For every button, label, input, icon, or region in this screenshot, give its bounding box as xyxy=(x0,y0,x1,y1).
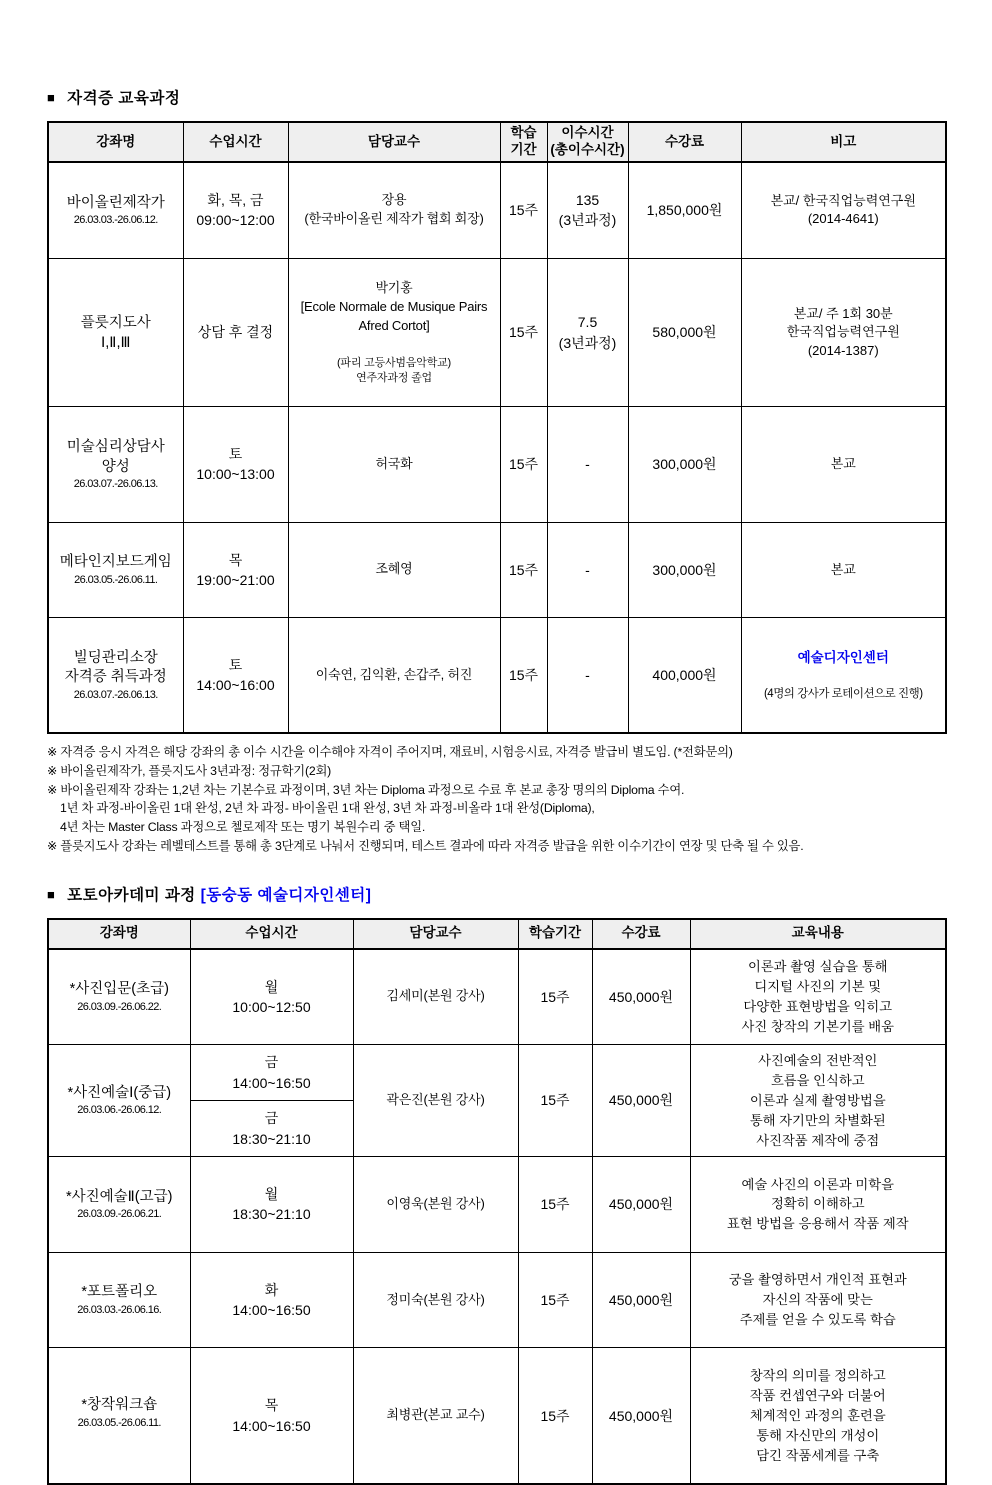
course-name: *사진예술Ⅱ(고급) xyxy=(66,1188,172,1208)
cell-duration: 15주 xyxy=(500,407,547,522)
professor-main: 박기홍 [Ecole Normale de Musique Pairs Afred Cortot] xyxy=(292,279,497,336)
cell-note: 본교/ 주 1회 30분 한국직업능력연구원 (2014-1387) xyxy=(741,258,946,407)
table-row xyxy=(48,949,946,1045)
cell-professor: 김세미(본원 강사) xyxy=(353,949,518,1045)
header-content: 교육내용 xyxy=(690,919,946,949)
cell-fee: 300,000원 xyxy=(628,522,741,618)
course-date: 26.03.06.-26.06.12. xyxy=(77,1103,161,1119)
cell-professor: 허국화 xyxy=(288,407,500,522)
photo-academy-table xyxy=(47,918,947,1485)
cell-duration: 15주 xyxy=(518,1348,592,1484)
course-date: 26.03.05.-26.06.11. xyxy=(78,1416,161,1432)
header-duration: 학습기간 xyxy=(518,919,592,949)
cell-fee: 450,000원 xyxy=(592,1045,690,1157)
section-photo-title-location: [동숭동 예술디자인센터] xyxy=(201,887,372,904)
footnote-line: ※ 자격증 응시 자격은 해당 강좌의 총 이수 시간을 이수해야 자격이 주어지며, 재료비, 시험응시료, 자격증 발급비 별도임. (*전화문의) xyxy=(47,743,945,762)
note-center-name: 예술디자인센터 xyxy=(745,649,943,668)
cell-time-slot-1: 금 14:00~16:50 xyxy=(190,1045,353,1101)
cell-note: 본교 xyxy=(741,407,946,522)
header-note: 비고 xyxy=(741,122,946,162)
cell-course xyxy=(48,1157,190,1253)
cell-fee: 450,000원 xyxy=(592,1348,690,1484)
photo-table-header-row xyxy=(48,919,946,949)
table-row xyxy=(48,618,946,734)
header-duration: 학습 기간 xyxy=(500,122,547,162)
cell-time: 월 18:30~21:10 xyxy=(190,1157,353,1253)
cell-course xyxy=(48,1252,190,1348)
table-row xyxy=(48,1157,946,1253)
header-professor: 담당교수 xyxy=(353,919,518,949)
cell-professor: 최병관(본교 교수) xyxy=(353,1348,518,1484)
course-date: 26.03.03.-26.06.12. xyxy=(74,213,158,229)
section-certificate-title-text: 자격증 교육과정 xyxy=(67,90,180,107)
cell-course xyxy=(48,407,183,522)
cell-duration: 15주 xyxy=(518,1045,592,1157)
cell-hours: - xyxy=(547,522,628,618)
cell-course xyxy=(48,258,183,407)
cell-time: 상담 후 결정 xyxy=(183,258,288,407)
cell-hours: - xyxy=(547,407,628,522)
cell-note: 본교 xyxy=(741,522,946,618)
cell-duration: 15주 xyxy=(518,1157,592,1253)
table-row xyxy=(48,1252,946,1348)
course-date: 26.03.07.-26.06.13. xyxy=(74,477,158,493)
course-name: *창작워크숍 xyxy=(81,1396,157,1416)
table-row xyxy=(48,258,946,407)
cell-duration: 15주 xyxy=(500,618,547,734)
cell-duration: 15주 xyxy=(500,258,547,407)
cell-fee: 450,000원 xyxy=(592,1252,690,1348)
course-date: 26.03.09.-26.06.22. xyxy=(77,1000,161,1016)
footnotes xyxy=(47,743,945,855)
course-name: *사진예술Ⅰ(중급) xyxy=(67,1084,171,1104)
header-fee: 수강료 xyxy=(628,122,741,162)
cell-content: 이론과 촬영 실습을 통해 디지털 사진의 기본 및 다양한 표현방법을 익히고 사진 창작의 기본기를 배움 xyxy=(690,949,946,1045)
cell-time: 화, 목, 금 09:00~12:00 xyxy=(183,162,288,258)
cell-course xyxy=(48,1045,190,1157)
certificate-table xyxy=(47,121,947,734)
square-bullet-icon: ■ xyxy=(47,90,55,105)
header-course: 강좌명 xyxy=(48,122,183,162)
cell-content: 사진예술의 전반적인 흐름을 인식하고 이론과 실제 촬영방법을 통해 자기만의 차별화된 사진작품 제작에 중점 xyxy=(690,1045,946,1157)
cell-time: 토 14:00~16:00 xyxy=(183,618,288,734)
cell-hours: 7.5 (3년과정) xyxy=(547,258,628,407)
cell-professor: 이영욱(본원 강사) xyxy=(353,1157,518,1253)
section-photo-title-text: 포토아카데미 과정 xyxy=(67,887,200,904)
cell-duration: 15주 xyxy=(500,522,547,618)
cell-duration: 15주 xyxy=(500,162,547,258)
section-certificate xyxy=(47,86,945,856)
cell-fee: 400,000원 xyxy=(628,618,741,734)
cell-professor: 장용 (한국바이올린 제작가 협회 회장) xyxy=(288,162,500,258)
section-certificate-title xyxy=(47,86,945,108)
header-professor: 담당교수 xyxy=(288,122,500,162)
cell-duration: 15주 xyxy=(518,1252,592,1348)
footnote-line: 4년 차는 Master Class 과정으로 첼로제작 또는 명기 복원수리 중 택일. xyxy=(47,818,945,837)
cell-note xyxy=(741,618,946,734)
header-time: 수업시간 xyxy=(190,919,353,949)
header-time: 수업시간 xyxy=(183,122,288,162)
course-date: 26.03.07.-26.06.13. xyxy=(74,688,158,704)
cell-hours: - xyxy=(547,618,628,734)
cell-fee: 450,000원 xyxy=(592,1157,690,1253)
course-name: 메타인지보드게임 xyxy=(60,553,172,573)
section-photo-title xyxy=(47,883,945,905)
course-name: 플릇지도사 Ⅰ,Ⅱ,Ⅲ xyxy=(81,314,151,353)
cell-course xyxy=(48,162,183,258)
cell-fee: 580,000원 xyxy=(628,258,741,407)
header-fee: 수강료 xyxy=(592,919,690,949)
cell-professor: 정미숙(본원 강사) xyxy=(353,1252,518,1348)
cell-duration: 15주 xyxy=(518,949,592,1045)
cell-time-slot-2: 금 18:30~21:10 xyxy=(190,1101,353,1157)
course-name: 미술심리상담사 양성 xyxy=(67,438,165,477)
cell-note: 본교/ 한국직업능력연구원 (2014-4641) xyxy=(741,162,946,258)
cell-fee: 1,850,000원 xyxy=(628,162,741,258)
cell-time: 목 19:00~21:00 xyxy=(183,522,288,618)
course-date: 26.03.03.-26.06.16. xyxy=(77,1303,161,1319)
course-name: 바이올린제작가 xyxy=(67,194,165,214)
course-date: 26.03.05.-26.06.11. xyxy=(74,573,157,589)
cell-professor: 곽은진(본원 강사) xyxy=(353,1045,518,1157)
footnote-line: 1년 차 과정-바이올린 1대 완성, 2년 차 과정- 바이올린 1대 완성, 3년 차 과정-비올라 1대 완성(Diploma), xyxy=(47,799,945,818)
table-row xyxy=(48,1045,946,1101)
table-row xyxy=(48,407,946,522)
header-course: 강좌명 xyxy=(48,919,190,949)
cell-course xyxy=(48,618,183,734)
cell-time: 토 10:00~13:00 xyxy=(183,407,288,522)
cell-content: 궁을 촬영하면서 개인적 표현과 자신의 작품에 맞는 주제를 얻을 수 있도록 학습 xyxy=(690,1252,946,1348)
table-row xyxy=(48,1348,946,1484)
course-name: 빌딩관리소장 자격증 취득과정 xyxy=(65,649,167,688)
cell-fee: 300,000원 xyxy=(628,407,741,522)
cell-time: 목 14:00~16:50 xyxy=(190,1348,353,1484)
certificate-table-header-row xyxy=(48,122,946,162)
cell-time: 월 10:00~12:50 xyxy=(190,949,353,1045)
cell-professor xyxy=(288,258,500,407)
course-name: *사진입문(초급) xyxy=(70,980,169,1000)
note-sub-text: (4명의 강사가 로테이션으로 진행) xyxy=(745,686,943,702)
section-photo-academy xyxy=(47,883,945,1485)
cell-content: 예술 사진의 이론과 미학을 정확히 이해하고 표현 방법을 응용해서 작품 제작 xyxy=(690,1157,946,1253)
cell-course xyxy=(48,522,183,618)
cell-professor: 이숙연, 김익환, 손갑주, 허진 xyxy=(288,618,500,734)
course-date: 26.03.09.-26.06.21. xyxy=(77,1207,161,1223)
square-bullet-icon: ■ xyxy=(47,887,55,902)
cell-time: 화 14:00~16:50 xyxy=(190,1252,353,1348)
cell-fee: 450,000원 xyxy=(592,949,690,1045)
table-row xyxy=(48,522,946,618)
professor-sub: (파리 고등사범음악학교) 연주자과정 졸업 xyxy=(292,356,497,386)
cell-content: 창작의 의미를 정의하고 작품 컨셉연구와 더불어 체계적인 과정의 훈련을 통해 자신만의 개성이 담긴 작품세계를 구축 xyxy=(690,1348,946,1484)
cell-hours: 135 (3년과정) xyxy=(547,162,628,258)
header-hours: 이수시간 (총이수시간) xyxy=(547,122,628,162)
cell-professor: 조혜영 xyxy=(288,522,500,618)
course-name: *포트폴리오 xyxy=(81,1283,157,1303)
footnote-line: ※ 바이올린제작 강좌는 1,2년 차는 기본수료 과정이며, 3년 차는 Diploma 과정으로 수료 후 본교 총장 명의의 Diploma 수여. xyxy=(47,781,945,800)
footnote-line: ※ 바이올린제작가, 플릇지도사 3년과정: 정규학기(2회) xyxy=(47,762,945,781)
footnote-line: ※ 플릇지도사 강좌는 레벨테스트를 통해 총 3단계로 나눠서 진행되며, 테스트 결과에 따라 자격증 발급을 위한 이수기간이 연장 및 단축 될 수 있음. xyxy=(47,837,945,856)
table-row xyxy=(48,162,946,258)
cell-course xyxy=(48,949,190,1045)
cell-course xyxy=(48,1348,190,1484)
